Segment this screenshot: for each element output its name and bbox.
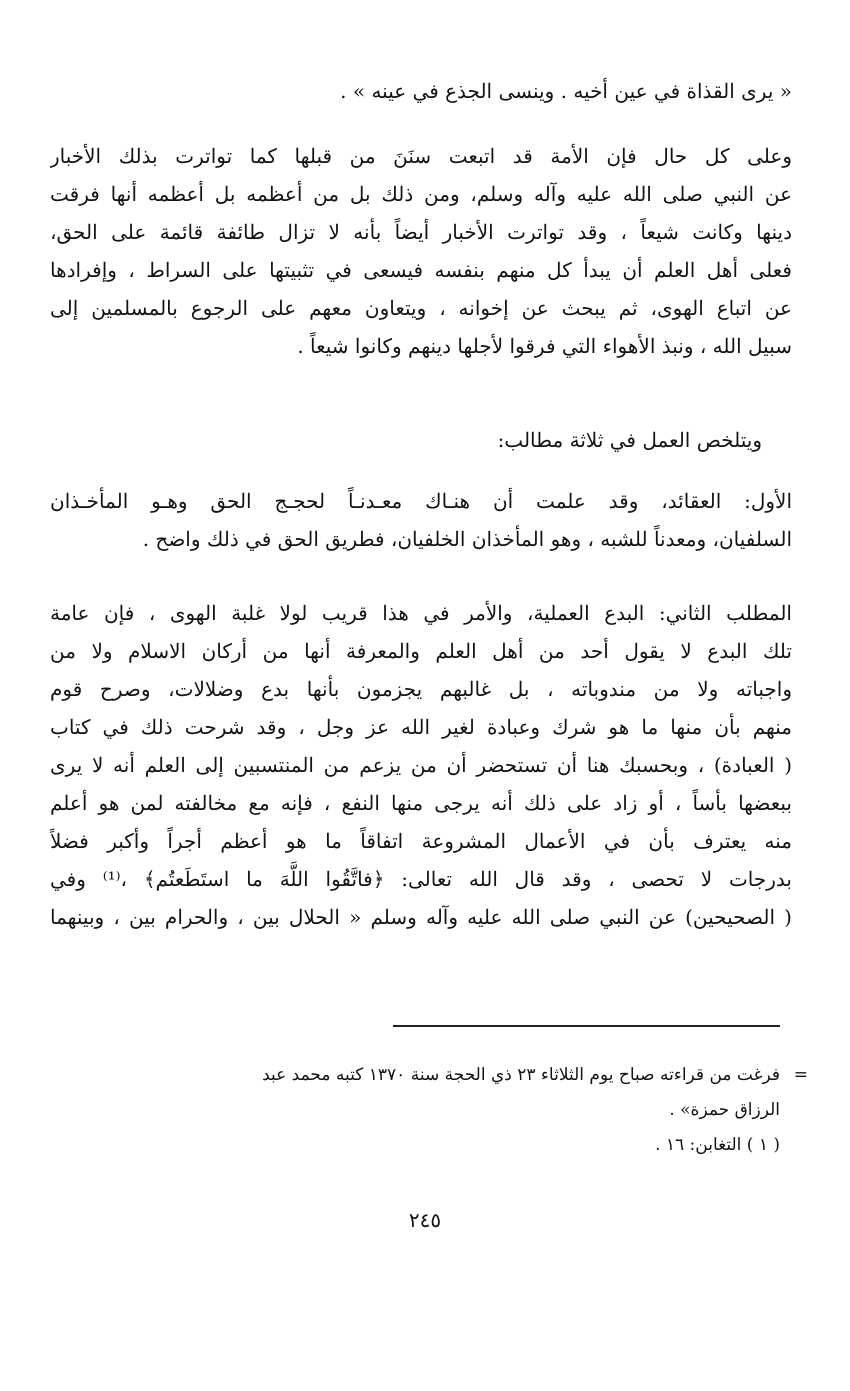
text-line: بدرجات لا تحصى ، وقد قال الله تعالى: ﴿فاتَّقُوا اللَّهَ ما استَطَعتُم﴾ ،⁽¹⁾ وفي (50, 867, 792, 891)
footnote-1: ( ١ ) التغابن: ١٦ . (655, 1135, 780, 1155)
footnote-continuation-line: فرغت من قراءته صباح يوم الثلاثاء ٢٣ ذي الحجة سنة ١٣٧٠ كتبه محمد عبد (262, 1065, 780, 1085)
text-line: منه يعترف بأن في الأعمال المشروعة اتفاقاً ما هو أعظم أجراً وأكبر فضلاً (50, 829, 792, 853)
paragraph-second-topic (50, 594, 792, 936)
text-line: سبيل الله ، ونبذ الأهواء التي فرقوا لأجلها دينهم وكانوا شيعاً . (297, 334, 792, 358)
text-line: عن اتباع الهوى، ثم يبحث عن إخوانه ، ويتعاون معهم على الرجوع بالمسلمين إلى (50, 296, 792, 320)
text-line: ( الصحيحين) عن النبي صلى الله عليه وآله وسلم « الحلال بين ، والحرام بين ، وبينهما (50, 905, 792, 929)
text-line: المطلب الثاني: البدع العملية، والأمر في هذا قريب لولا غلبة الهوى ، فإن عامة (50, 601, 792, 625)
text-line: ببعضها بأساً ، أو زاد على ذلك أنه يرجى منها النفع ، فإنه مع مخالفته لمن هو أعلم (50, 791, 792, 815)
text-line: دينها وكانت شيعاً ، وقد تواترت الأخبار أيضاً بأنه لا تزال طائفة قائمة على الحق، (50, 220, 792, 244)
text-line: وعلى كل حال فإن الأمة قد اتبعت سنَنَ من قبلها كما تواترت بذلك الأخبار (50, 144, 792, 168)
text-line: منهم بأن منها ما هو شرك وعبادة لغير الله عز وجل ، وقد شرحت ذلك في كتاب (50, 715, 792, 739)
footnote-continuation-line: الرزاق حمزة» . (669, 1100, 780, 1120)
text-line: الأول: العقائد، وقد علمت أن هنـاك معـدنـاً لحجـج الحق وهـو المأخـذان (50, 489, 792, 513)
paragraph-first-topic (50, 482, 792, 558)
text-line: « يرى القذاة في عين أخيه . وينسى الجذع في عينه » . (340, 79, 792, 103)
text-line: ويتلخص العمل في ثلاثة مطالب: (497, 428, 762, 452)
text-line: فعلى أهل العلم أن يبدأ كل منهم بنفسه فيسعى في تثبيتها على السراط ، وإفرادها (50, 258, 792, 282)
text-line: واجباته ولا من مندوباته ، بل غالبهم يجزمون بأنها بدع وضلالات، وصرح قوم (50, 677, 792, 701)
paragraph-divided-ummah (50, 137, 792, 365)
text-line: السلفيان، ومعدناً للشبه ، وهو المأخذان الخلفيان، فطريق الحق في ذلك واضح . (142, 527, 792, 551)
footnote-divider (393, 1025, 780, 1027)
paragraph-quote-continuation (50, 72, 792, 110)
footnotes-section (55, 1058, 808, 1163)
footnote-continuation-marker: = (793, 1065, 808, 1085)
text-line: ( العبادة) ، وبحسبك هنا أن تستحضر أن من يزعم من المنتسبين إلى العلم أنه لا يرى (50, 753, 792, 777)
page-number: ٢٤٥ (408, 1208, 442, 1232)
paragraph-three-topics (50, 421, 792, 459)
text-line: عن النبي صلى الله عليه وآله وسلم، ومن ذلك بل من أعظمه بل أعظمه أنها فرقت (50, 182, 792, 206)
text-line: تلك البدع لا يقول أحد من أهل العلم والمعرفة أنها من أركان الاسلام ولا من (50, 639, 792, 663)
